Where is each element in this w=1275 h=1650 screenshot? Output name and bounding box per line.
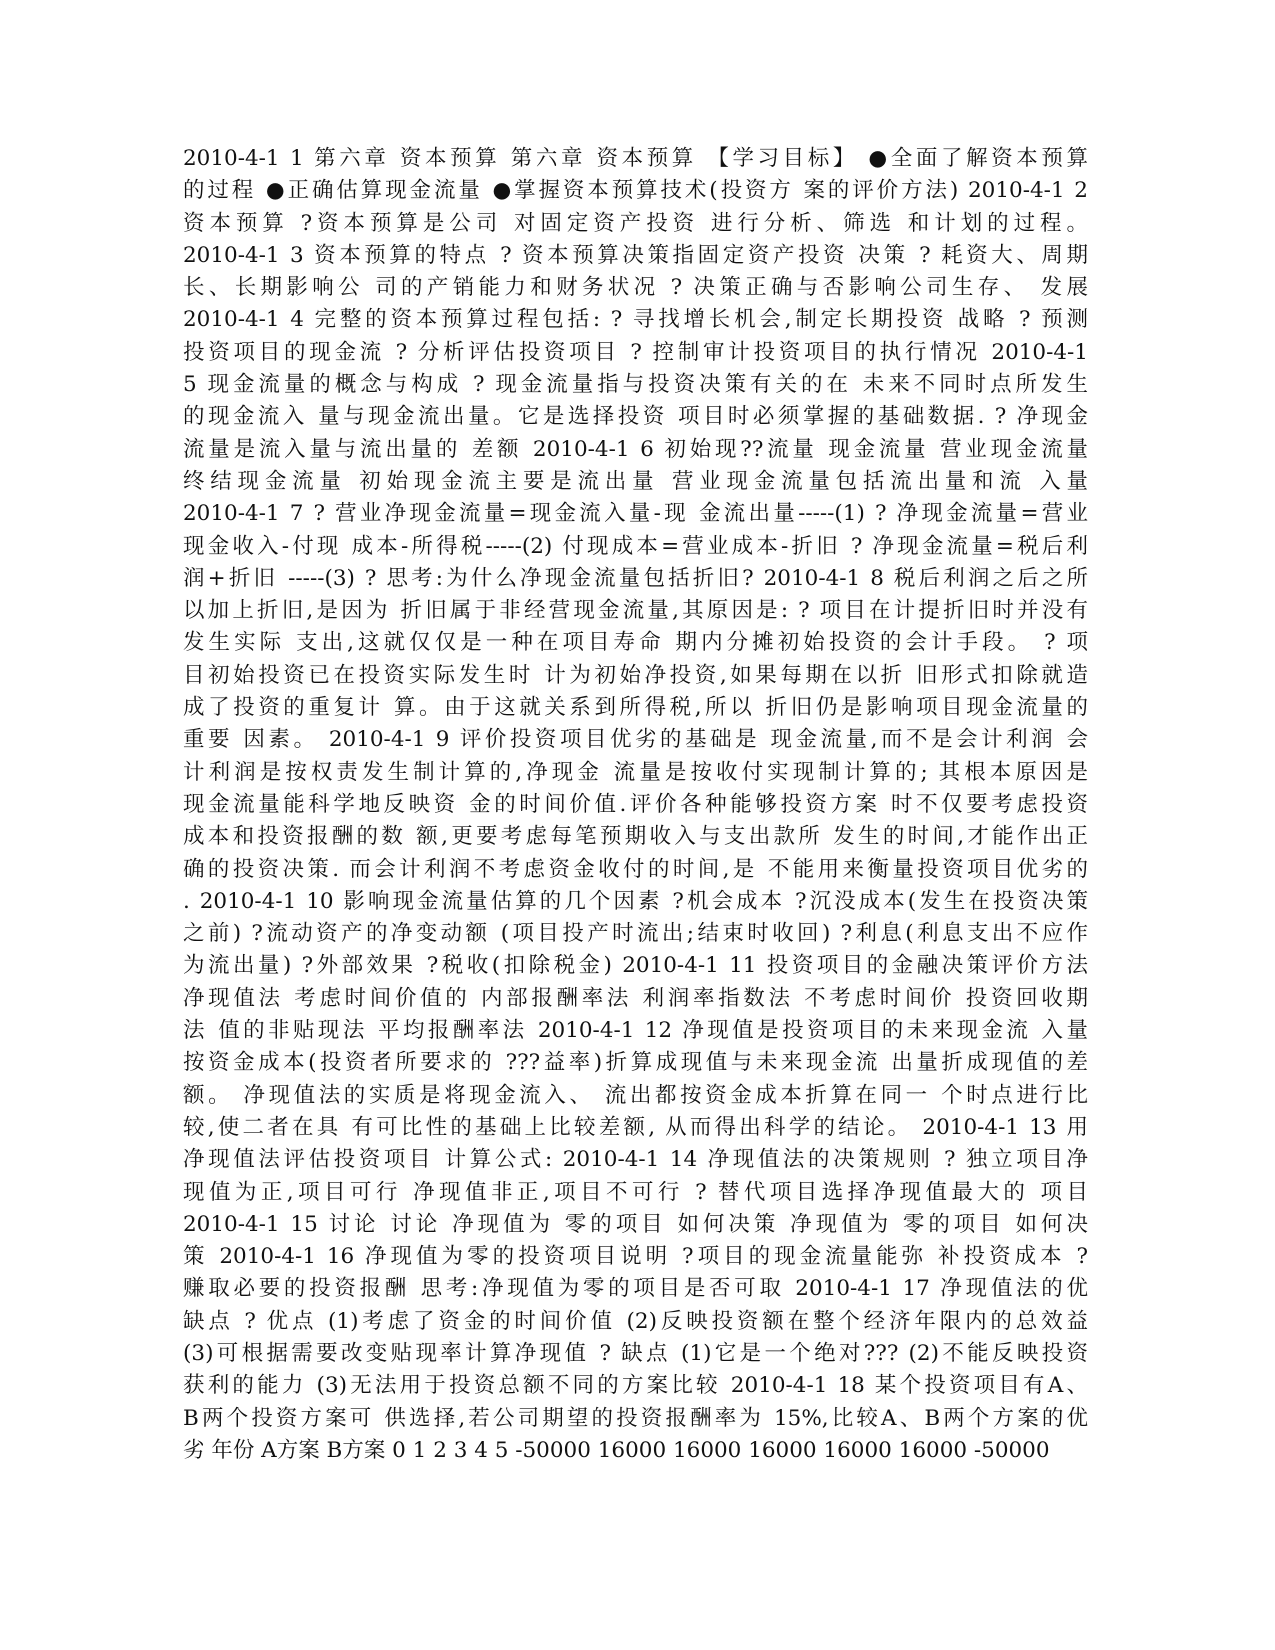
- text-line: 确的投资决策. 而会计利润不考虑资金收付的时间,是 不能用来衡量投资项目优劣的: [183, 856, 1088, 882]
- text-line: 投资项目的现金流 ? 分析评估投资项目 ? 控制审计投资项目的执行情况 2010-4-1: [183, 339, 1088, 365]
- text-line: 成本和投资报酬的数 额,更要考虑每笔预期收入与支出款所 发生的时间,才能作出正: [183, 824, 1088, 850]
- text-line: 策 2010-4-1 16 净现值为零的投资项目说明 ?项目的现金流量能弥 补投资成本 ?: [183, 1244, 1088, 1270]
- text-line: 的过程 ●正确估算现金流量 ●掌握资本预算技术(投资方 案的评价方法) 2010-4-1 2: [183, 178, 1088, 204]
- text-line: 资本预算 ?资本预算是公司 对固定资产投资 进行分析、筛选 和计划的过程。: [183, 210, 1088, 236]
- text-line: . 2010-4-1 10 影响现金流量估算的几个因素 ?机会成本 ?沉没成本(发生在投资决策: [183, 888, 1088, 914]
- text-line: (3)可根据需要改变贴现率计算净现值 ? 缺点 (1)它是一个绝对??? (2)不能反映投资: [183, 1340, 1088, 1366]
- text-line: 获利的能力 (3)无法用于投资总额不同的方案比较 2010-4-1 18 某个投资项目有A、: [183, 1373, 1088, 1399]
- text-line: 2010-4-1 7 ? 营业净现金流量=现金流入量-现 金流出量-----(1) ? 净现金流量=营业: [183, 501, 1088, 527]
- text-line: 现金流量能科学地反映资 金的时间价值.评价各种能够投资方案 时不仅要考虑投资: [183, 791, 1088, 817]
- text-line: 2010-4-1 15 讨论 讨论 净现值为 零的项目 如何决策 净现值为 零的项目 如何决: [183, 1211, 1088, 1237]
- text-line: 现值为正,项目可行 净现值非正,项目不可行 ? 替代项目选择净现值最大的 项目: [183, 1179, 1088, 1205]
- text-line: 的现金流入 量与现金流出量。它是选择投资 项目时必须掌握的基础数据. ? 净现金: [183, 404, 1088, 430]
- text-line: 现金收入-付现 成本-所得税-----(2) 付现成本=营业成本-折旧 ? 净现金流量=税后利: [183, 533, 1088, 559]
- text-line: 净现值法 考虑时间价值的 内部报酬率法 利润率指数法 不考虑时间价 投资回收期: [183, 985, 1088, 1011]
- text-line: B两个投资方案可 供选择,若公司期望的投资报酬率为 15%,比较A、B两个方案的优: [183, 1405, 1088, 1431]
- text-line: 发生实际 支出,这就仅仅是一种在项目寿命 期内分摊初始投资的会计手段。 ? 项: [183, 630, 1088, 656]
- text-line: 缺点 ? 优点 (1)考虑了资金的时间价值 (2)反映投资额在整个经济年限内的总效益: [183, 1308, 1088, 1334]
- text-line: 重要 因素。 2010-4-1 9 评价投资项目优劣的基础是 现金流量,而不是会计利润 会: [183, 727, 1088, 753]
- document-body-text: [183, 143, 1088, 1467]
- text-line: 赚取必要的投资报酬 思考:净现值为零的项目是否可取 2010-4-1 17 净现值法的优: [183, 1276, 1088, 1302]
- text-line: 计利润是按权责发生制计算的,净现金 流量是按收付实现制计算的; 其根本原因是: [183, 759, 1088, 785]
- text-line: 按资金成本(投资者所要求的 ???益率)折算成现值与未来现金流 出量折成现值的差: [183, 1050, 1088, 1076]
- text-line: 以加上折旧,是因为 折旧属于非经营现金流量,其原因是: ? 项目在计提折旧时并没有: [183, 598, 1088, 624]
- text-line: 为流出量) ?外部效果 ?税收(扣除税金) 2010-4-1 11 投资项目的金融决策评价方法: [183, 953, 1088, 979]
- text-line: 2010-4-1 4 完整的资本预算过程包括: ? 寻找增长机会,制定长期投资 战略 ? 预测: [183, 307, 1088, 333]
- text-line: 目初始投资已在投资实际发生时 计为初始净投资,如果每期在以折 旧形式扣除就造: [183, 662, 1088, 688]
- text-line: 终结现金流量 初始现金流主要是流出量 营业现金流量包括流出量和流 入量: [183, 468, 1088, 494]
- text-line: 2010-4-1 1 第六章 资本预算 第六章 资本预算 【学习目标】 ●全面了解资本预算: [183, 146, 1088, 171]
- text-line: 2010-4-1 3 资本预算的特点 ? 资本预算决策指固定资产投资 决策 ? 耗资大、周期: [183, 242, 1088, 268]
- text-line: 润+折旧 -----(3) ? 思考:为什么净现金流量包括折旧? 2010-4-1 8 税后利润之后之所: [183, 565, 1088, 591]
- text-line: 劣 年份 A方案 B方案 0 1 2 3 4 5 -50000 16000 16000 16000 16000 16000 -50000: [183, 1437, 1050, 1463]
- text-line: 净现值法评估投资项目 计算公式: 2010-4-1 14 净现值法的决策规则 ? 独立项目净: [183, 1147, 1088, 1173]
- text-line: 法 值的非贴现法 平均报酬率法 2010-4-1 12 净现值是投资项目的未来现金流 入量: [183, 1018, 1088, 1044]
- text-line: 成了投资的重复计 算。由于这就关系到所得税,所以 折旧仍是影响项目现金流量的: [183, 695, 1088, 721]
- text-line: 长、长期影响公 司的产销能力和财务状况 ? 决策正确与否影响公司生存、 发展: [183, 275, 1088, 301]
- text-line: 流量是流入量与流出量的 差额 2010-4-1 6 初始现??流量 现金流量 营业现金流量: [183, 436, 1088, 462]
- text-line: 5 现金流量的概念与构成 ? 现金流量指与投资决策有关的在 未来不同时点所发生: [183, 372, 1088, 398]
- text-line: 之前) ?流动资产的净变动额 (项目投产时流出;结束时收回) ?利息(利息支出不应作: [183, 921, 1088, 947]
- text-line: 较,使二者在具 有可比性的基础上比较差额, 从而得出科学的结论。 2010-4-1 13 用: [183, 1114, 1088, 1140]
- text-line: 额。 净现值法的实质是将现金流入、 流出都按资金成本折算在同一 个时点进行比: [183, 1082, 1088, 1108]
